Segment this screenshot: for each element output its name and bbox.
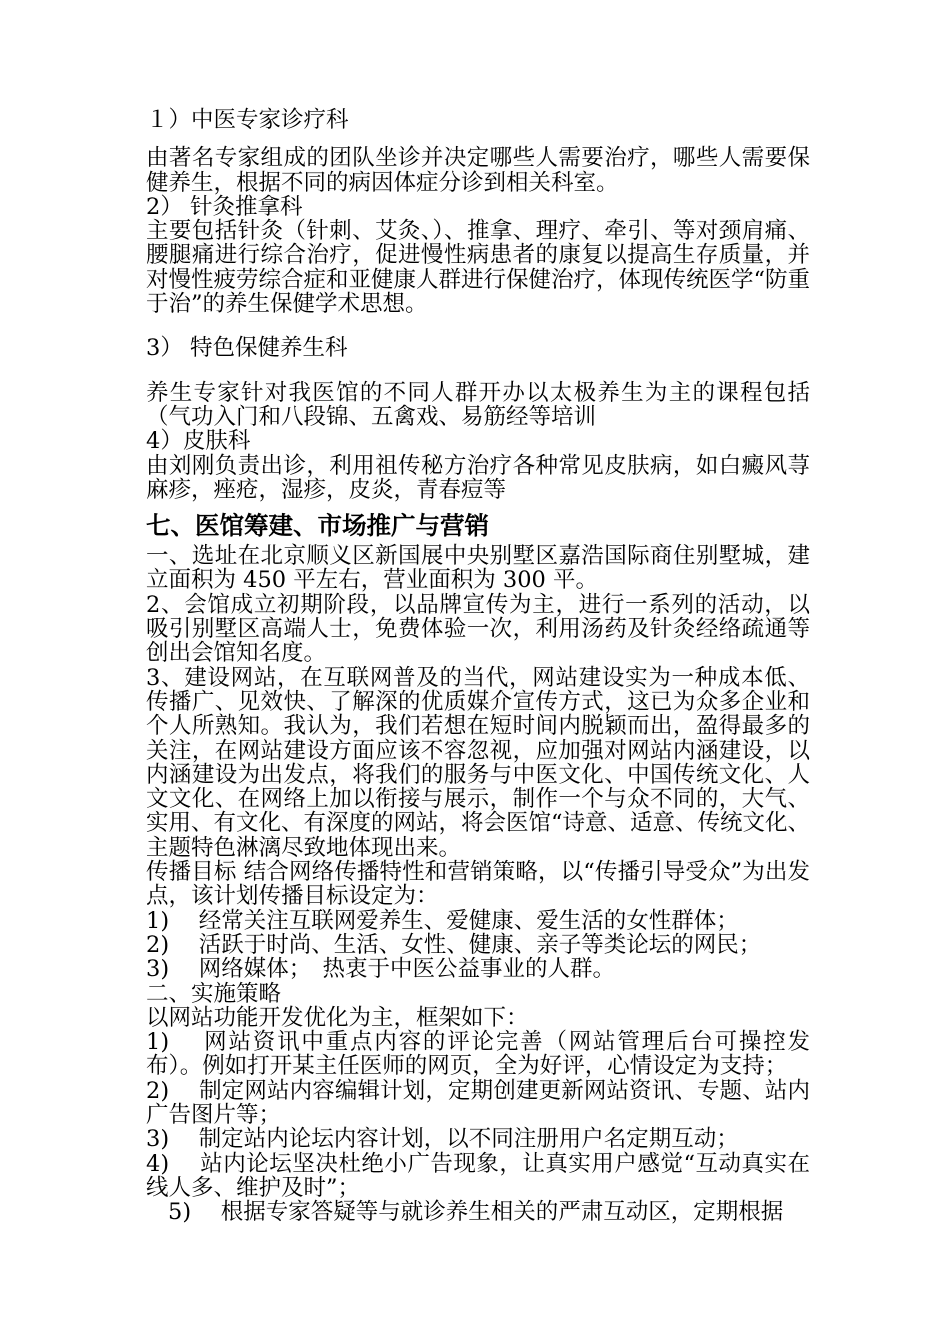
item-1-body: 由著名专家组成的团队坐诊并决定哪些人需要治疗，哪些人需要保健养生，根据不同的病因体症分诊到相关科室。 bbox=[146, 145, 810, 196]
initial-stage-paragraph: 2、会馆成立初期阶段，以品牌宣传为主，进行一系列的活动，以吸引别墅区高端人士，免费体验一次，利用汤药及针灸经络疏通等创出会馆知名度。 bbox=[146, 591, 810, 667]
goal-item-2: 2) 活跃于时尚、生活、女性、健康、亲子等类论坛的网民； bbox=[146, 931, 762, 958]
item-3-body: 养生专家针对我医馆的不同人群开办以太极养生为主的课程包括（气功入门和八段锦、五禽戏、易筋经等培训 bbox=[146, 379, 810, 430]
strategy-item-4: 4) 站内论坛坚决杜绝小广告现象，让真实用户感觉“互动真实在线人多、维护及时”； bbox=[146, 1150, 810, 1201]
goal-paragraph: 传播目标 结合网络传播特性和营销策略，以“传播引导受众”为出发点，该计划传播目标设定为： bbox=[146, 859, 810, 910]
site-paragraph: 一、选址在北京顺义区新国展中央别墅区嘉浩国际商住别墅城，建立面积为 450 平左右，营业面积为 300 平。 bbox=[146, 543, 810, 594]
website-paragraph: 3、建设网站，在互联网普及的当代，网站建设实为一种成本低、传播广、见效快、了解深的优质媒介宣传方式，这已为众多企业和个人所熟知。我认为，我们若想在短时间内脱颖而出，盈得最多的关注，在网站建设方面应该不容忽视，应加强对网站内涵建设，以内涵建设为出发点，将我们的服务与中医文化、中国传统文化、人文文化、在网络上加以衔接与展示，制作一个与众不同的，大气、实用、有文化、有深度的网站，将会医馆“诗意、适意、传统文化、主题特色淋漓尽致地体现出来。 bbox=[146, 664, 811, 861]
strategy-item-2: 2) 制定网站内容编辑计划，定期创建更新网站资讯、专题、站内广告图片等； bbox=[146, 1077, 810, 1128]
strategy-item-1: 1) 网站资讯中重点内容的评论完善（网站管理后台可操控发布）。例如打开某主任医师的网页，全为好评，心情设定为支持； bbox=[146, 1029, 810, 1080]
strategy-item-3: 3) 制定站内论坛内容计划，以不同注册用户名定期互动； bbox=[146, 1126, 739, 1153]
item-2-body: 主要包括针灸（针刺、艾灸、）、推拿、理疗、牵引、等对颈肩痛、腰腿痛进行综合治疗，促进慢性病患者的康复以提高生存质量，并对慢性疲劳综合症和亚健康人群进行保健治疗，体现传统医学“防重于治”的养生保健学术思想。 bbox=[146, 218, 811, 318]
item-2-heading: 2） 针灸推拿科 bbox=[146, 193, 303, 220]
section-heading: 七、医馆筹建、市场推广与营销 bbox=[146, 511, 489, 541]
item-1-heading: １）中医专家诊疗科 bbox=[146, 107, 349, 133]
item-3-heading: 3） 特色保健养生科 bbox=[146, 335, 348, 362]
strategy-intro: 以网站功能开发优化为主，框架如下： bbox=[146, 1004, 529, 1031]
item-4-body: 由刘刚负责出诊，利用祖传秘方治疗各种常见皮肤病，如白癜风荨麻疹，痤疮，湿疹，皮炎，青春痘等 bbox=[146, 452, 810, 503]
strategy-heading: 二、实施策略 bbox=[146, 980, 282, 1007]
strategy-item-5: 5) 根据专家答疑等与就诊养生相关的严肃互动区，定期根据 bbox=[168, 1199, 784, 1226]
item-4-heading: 4）皮肤科 bbox=[146, 428, 251, 455]
goal-item-3: 3) 网络媒体； 热衷于中医公益事业的人群。 bbox=[146, 956, 615, 983]
goal-item-1: 1) 经常关注互联网爱养生、爱健康、爱生活的女性群体； bbox=[146, 907, 739, 934]
document-page bbox=[146, 108, 810, 1224]
